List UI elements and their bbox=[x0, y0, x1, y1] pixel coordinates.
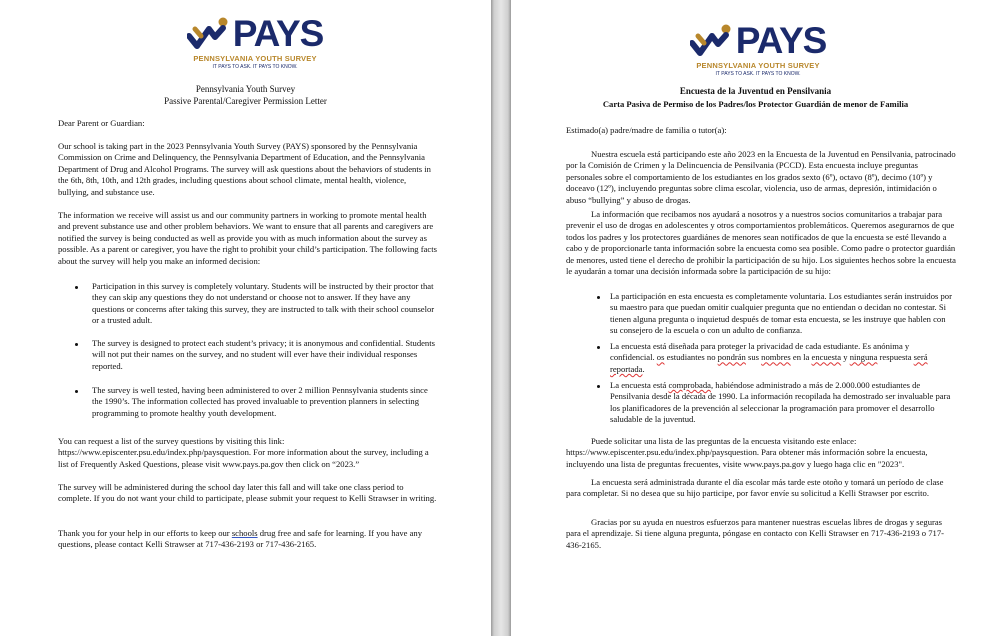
questions-link-paragraph: Puede solicitar una lista de las preguntas de la encuesta visitando este enlace: https://www.episcenter.psu.edu/index.php/paysquestion. Para obtener más información sobre la encuesta, incluyendo una lista de preguntas frecuentes, visite www.pays.pa.gov y luego haga clic en "2023". bbox=[566, 436, 928, 469]
closing-paragraph bbox=[58, 528, 438, 551]
pays-logo-check-figure-icon bbox=[690, 23, 736, 59]
questions-link-paragraph: You can request a list of the survey questions by visiting this link: https://www.episcenter.psu.edu/index.php/paysquestion. For more information about the survey, including a list of Frequently Asked Questions, please visit www.pays.pa.gov then click on “2023.” bbox=[58, 436, 429, 469]
bullet-tested: The survey is well tested, having been administered to over 2 million Pennsylvania students since the 1990’s. The information collected has proved invaluable to prevention planners in selecting programming to promote healthy youth development. bbox=[92, 385, 428, 418]
spell-flag-sera-reportada: será reportada bbox=[610, 352, 928, 374]
pays-logo bbox=[170, 15, 340, 70]
bullet-dot bbox=[597, 296, 600, 299]
letter-title: Encuesta de la Juventud en Pensilvania bbox=[679, 86, 832, 96]
bullet-voluntary: Participation in this survey is completely voluntary. Students will be instructed by their proctor that they can skip any questions they do not understand or choose not to answer. If they have any questions or concerns after taking this survey, they are instructed to talk with their school counselor or a trusted adult. bbox=[92, 281, 435, 326]
bullet-privacy bbox=[610, 341, 952, 375]
bullet-privacy-text: estudiantes no bbox=[664, 352, 718, 363]
closing-text-end: drug free and safe for learning. If you have any questions, please contact Kelli Strawser at 717-436-2193 or 717-436-2165. bbox=[58, 528, 423, 550]
pays-logo-check-figure-icon bbox=[187, 16, 233, 52]
spell-flag-comprobada: comprobada bbox=[668, 380, 711, 390]
salutation: Dear Parent or Guardian: bbox=[58, 118, 145, 128]
bullet-tested bbox=[610, 380, 952, 426]
purpose-paragraph: The information we receive will assist us and our community partners in working to promote mental health and prevent substance use and other problem behaviors. We want to ensure that all parents and caregivers are notified the survey is being conducted as well as provide you with as much information about the survey as possible. As a parent or caregiver, you have the right to prohibit your child’s participation. The following facts about the survey will help you make an informed decision: bbox=[58, 210, 437, 266]
closing-text-start: Thank you for your help in our efforts to keep our bbox=[58, 528, 232, 538]
logo-wordmark: PAYS bbox=[735, 20, 827, 61]
bullet-privacy: The survey is designed to protect each student’s privacy; it is anonymous and confidential. Students will not put their names on the survey, and no student will ever have their individual responses reported. bbox=[92, 338, 435, 371]
spell-flag-nombres: nombres bbox=[761, 352, 791, 363]
bullet-dot bbox=[75, 343, 78, 346]
logo-wordmark: PAYS bbox=[232, 13, 324, 54]
bullet-privacy-text: sus bbox=[745, 352, 762, 363]
schools-word: schools bbox=[231, 528, 258, 538]
logo-subtitle: PENNSYLVANIA YOUTH SURVEY bbox=[193, 54, 317, 63]
spell-flag-pondran: pondrán bbox=[717, 352, 746, 363]
page-divider bbox=[491, 0, 511, 636]
bullet-privacy-text: La encuesta está diseñada para proteger la privacidad de cada estudiante. Es anónima y confidencial. bbox=[610, 341, 910, 363]
bullet-dot bbox=[75, 390, 78, 393]
salutation: Estimado(a) padre/madre de familia o tutor(a): bbox=[566, 125, 727, 135]
english-letter-page[interactable] bbox=[0, 0, 491, 636]
bullet-privacy-text: . bbox=[642, 363, 645, 374]
pays-logo bbox=[673, 22, 843, 77]
spell-flag-ninguna: ninguna bbox=[849, 352, 878, 363]
schedule-paragraph: La encuesta será administrada durante el día escolar más tarde este otoño y tomará un período de clase para completar. Si no desea que su hijo participe, por favor envíe su solicitud a Kelli Strawser por escrito. bbox=[566, 477, 944, 499]
bullet-dot bbox=[597, 385, 600, 388]
bullet-dot bbox=[75, 286, 78, 289]
letter-subtitle: Passive Parental/Caregiver Permission Letter bbox=[164, 96, 327, 106]
bullet-privacy-text: respuesta bbox=[877, 352, 914, 363]
schedule-paragraph: The survey will be administered during the school day later this fall and will take one class period to complete. If you do not want your child to participate, please submit your request to Kelli Strawser in writing. bbox=[58, 482, 437, 504]
bullet-voluntary: La participación en esta encuesta es completamente voluntaria. Los estudiantes serán instruidos por su maestro para que puedan omitir cualquier pregunta que no entiendan o decidan no contestar. Si tienen alguna pregunta o inquietud después de tomar esta encuesta, se les instruye que hablen con su consejero de la escuela o con un adulto de confianza. bbox=[610, 291, 952, 336]
spell-flag-os: os bbox=[656, 352, 665, 363]
bullet-tested-text: La encuesta está bbox=[610, 380, 669, 390]
logo-tagline: IT PAYS TO ASK. IT PAYS TO KNOW. bbox=[715, 71, 801, 77]
logo-tagline: IT PAYS TO ASK. IT PAYS TO KNOW. bbox=[212, 64, 298, 70]
bullet-privacy-text: y bbox=[841, 352, 850, 363]
spanish-letter-page[interactable] bbox=[511, 0, 1000, 636]
bullet-dot bbox=[597, 346, 600, 349]
logo-subtitle: PENNSYLVANIA YOUTH SURVEY bbox=[696, 61, 820, 70]
purpose-paragraph: La información que recibamos nos ayudará a nosotros y a nuestros socios comunitarios a trabajar para prevenir el uso de drogas en adolescentes y otros comportamientos problemáticos. Queremos asegurarnos de que todos los padres y los protectores guardiánes de menores sean notificados de que la encuesta se esté llevando a cabo y de proporcionarle tanta información sobre la encuesta como sea posible. Como padre o protector guardián de menores, usted tiene el derecho de prohibir la participación de su hijo. Los siguientes hechos sobre la encuesta le ayudarán a tomar una decisión informada sobre la participación de su hijo: bbox=[566, 209, 956, 277]
closing-paragraph: Gracias por su ayuda en nuestros esfuerzos para mantener nuestras escuelas libres de drogas y seguras para el aprendizaje. Si tiene alguna pregunta, póngase en contacto con Kelli Strawser en 717-436-2193 o 717-436-2165. bbox=[566, 517, 944, 550]
bullet-tested-text: , habiéndose administrado a más de 2.000.000 estudiantes de Pensilvania desde la década de 1990. La información recopilada ha demostrado ser invaluable para los planificadores de la prevención al seleccionar la programación para promover el desarrollo saludable de la juventud. bbox=[610, 380, 951, 425]
bullet-privacy-text: en la bbox=[790, 352, 812, 363]
spell-flag-encuesta: encuesta bbox=[811, 352, 842, 363]
intro-paragraph: Nuestra escuela está participando este año 2023 en la Encuesta de la Juventud en Pensilvania, patrocinado por la Comisión de Crimen y la Delincuencia de Pensilvania (PCCD). Esta encuesta incluye preguntas personales sobre el comportamiento de los estudiantes en los grados sexto (6º), octavo (8º), decimo (10º) y doceavo (12º), incluyendo preguntas sobre clima escolar, violencia, uso de armas, depresión, intimidación o abuso “bullying” y abuso de drogas. bbox=[566, 149, 956, 205]
letter-title: Pennsylvania Youth Survey bbox=[195, 84, 296, 94]
intro-paragraph: Our school is taking part in the 2023 Pennsylvania Youth Survey (PAYS) sponsored by the Pennsylvania Commission on Crime and Delinquency, the Pennsylvania Department of Education, and the Pennsylvania Department of Drug and Alcohol Programs. The survey will ask questions about the behaviors of students in the 6th, 8th, 10th, and 12th grades, including questions about school climate, mental health, violence, bullying, and substance use. bbox=[58, 141, 431, 197]
letter-subtitle: Carta Pasiva de Permiso de los Padres/los Protector Guardián de menor de Familia bbox=[602, 99, 909, 109]
